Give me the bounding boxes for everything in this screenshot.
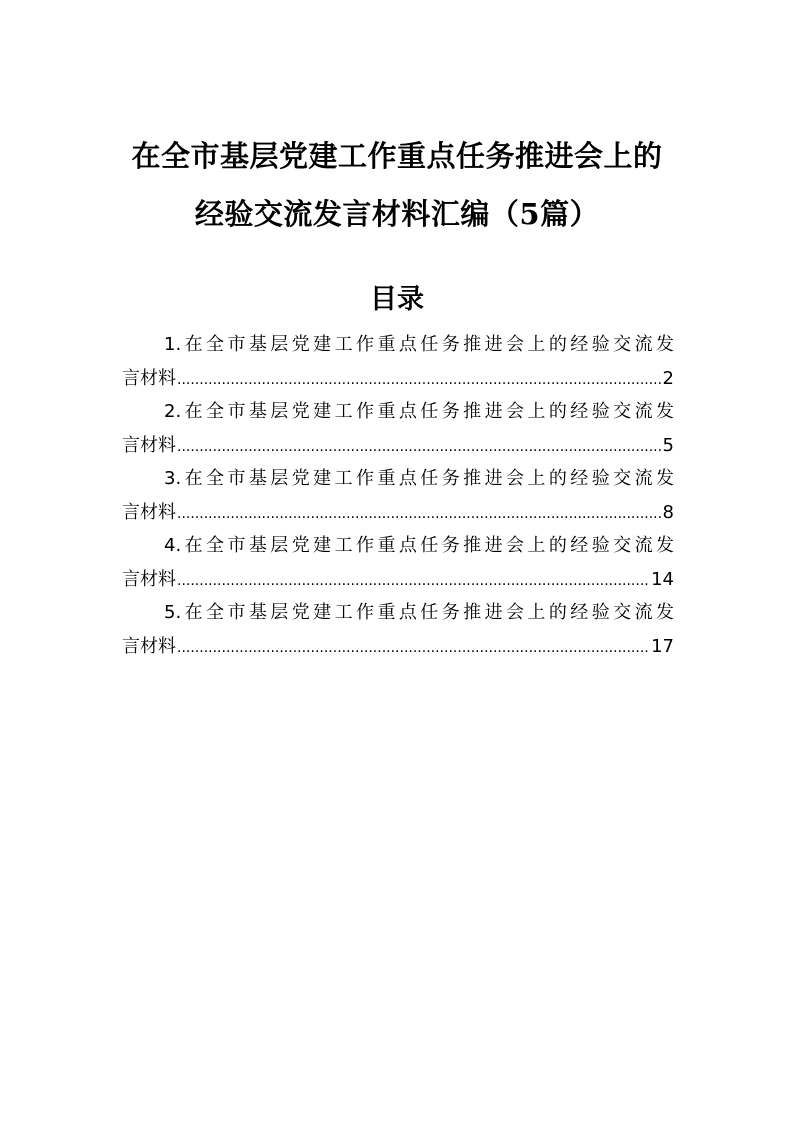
toc-entry-title: 4.在全市基层党建工作重点任务推进会上的经验交流发 bbox=[164, 535, 674, 556]
toc-entry-title-tail: 言材料 bbox=[122, 502, 176, 523]
toc-entry-title: 3.在全市基层党建工作重点任务推进会上的经验交流发 bbox=[164, 468, 674, 489]
toc-entry-title-tail: 言材料 bbox=[122, 569, 176, 590]
toc-entry-continuation bbox=[122, 633, 674, 661]
toc-entry-continuation bbox=[122, 566, 674, 594]
toc-page-number: 17 bbox=[651, 636, 674, 657]
table-of-contents bbox=[122, 331, 674, 666]
toc-page-number: 14 bbox=[651, 569, 674, 590]
toc-entry-title-tail: 言材料 bbox=[122, 368, 176, 389]
toc-entry-4[interactable] bbox=[122, 532, 674, 599]
toc-dot-leader bbox=[177, 567, 650, 595]
toc-dot-leader bbox=[177, 433, 662, 461]
toc-entry-continuation bbox=[122, 432, 674, 460]
toc-entry-1[interactable] bbox=[122, 331, 674, 398]
toc-page-number: 5 bbox=[662, 435, 674, 456]
toc-entry-continuation bbox=[122, 365, 674, 393]
toc-page-number: 8 bbox=[662, 502, 674, 523]
toc-entry-5[interactable] bbox=[122, 599, 674, 666]
toc-entry-continuation bbox=[122, 499, 674, 527]
toc-dot-leader bbox=[177, 366, 662, 394]
toc-dot-leader bbox=[177, 634, 650, 662]
toc-entry-title: 1.在全市基层党建工作重点任务推进会上的经验交流发 bbox=[164, 334, 674, 355]
toc-entry-3[interactable] bbox=[122, 465, 674, 532]
toc-entry-title: 2.在全市基层党建工作重点任务推进会上的经验交流发 bbox=[164, 401, 674, 422]
toc-entry-title-tail: 言材料 bbox=[122, 435, 176, 456]
document-title-line-2: 经验交流发言材料汇编（5篇） bbox=[194, 197, 600, 231]
toc-entry-title-tail: 言材料 bbox=[122, 636, 176, 657]
toc-page-number: 2 bbox=[662, 368, 674, 389]
toc-entry-title: 5.在全市基层党建工作重点任务推进会上的经验交流发 bbox=[164, 602, 674, 623]
document-title-line-1: 在全市基层党建工作重点任务推进会上的 bbox=[131, 139, 663, 173]
toc-heading: 目录 bbox=[370, 284, 424, 315]
toc-dot-leader bbox=[177, 500, 662, 528]
toc-entry-2[interactable] bbox=[122, 398, 674, 465]
